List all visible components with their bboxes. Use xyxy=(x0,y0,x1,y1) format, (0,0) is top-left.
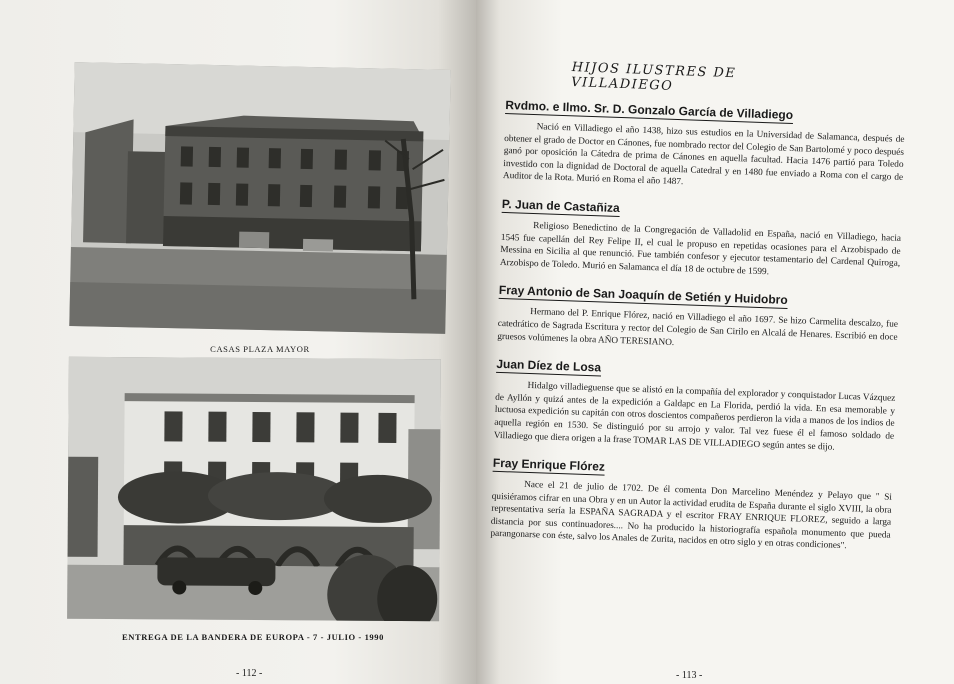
biography-heading: Fray Antonio de San Joaquín de Setién y Huidobro xyxy=(498,283,788,308)
biography-heading: Rvdmo. e Ilmo. Sr. D. Gonzalo García de Villadiego xyxy=(505,97,794,123)
page-number-left: - 112 - xyxy=(236,668,263,679)
caption-europe-flag-ceremony: ENTREGA DE LA BANDERA DE EUROPA - 7 - JULIO - 1990 xyxy=(122,632,384,642)
biography-heading: P. Juan de Castañiza xyxy=(501,196,620,216)
caption-plaza-mayor: CASAS PLAZA MAYOR xyxy=(210,344,310,354)
biographies-section xyxy=(490,88,906,559)
biography-heading: Juan Díez de Losa xyxy=(496,356,602,375)
biography-juan-diez-losa xyxy=(494,347,897,456)
biography-gonzalo-garcia xyxy=(503,88,906,197)
biography-text: Nació en Villadiego el año 1438, hizo sus estudios en la Universidad de Salamanca, después de obtener el grado de Doctor en Cánones, fue nombrado rector del Colegio de San Bartolomé y poco después ganó por oposición la Cátedra de prima de Cánones en aquella facultad. Hacia 1476 partió para Toledo investido con la dignidad de Doctoral de aquella Catedral y en 1480 fue enviado a Roma con el cargo de Auditor de la Rota. Murió en Roma el año 1487. xyxy=(502,122,905,188)
left-page xyxy=(0,0,476,684)
biography-juan-castaniza xyxy=(500,187,903,283)
photo-plaza-mayor-houses xyxy=(69,62,450,334)
biography-text: Nace el 21 de julio de 1702. De él comenta Don Marcelino Menéndez y Pelayo que " Si quisiéramos cifrar en una Obra y en un Autor la actividad erudita de España durante el siglo XVIII, la obra representativa sería la ESPAÑA SAGRADA y el escritor FRAY ENRIQUE FLOREZ, seguido a larga distancia por sus continuadores.... No ha producido la historiografía española monumento que pueda parangonarse con éste, salvo los Anales de Zurita, nacidos en otro siglo y en otras condiciones". xyxy=(490,479,893,552)
photo-europe-flag-ceremony xyxy=(67,357,441,622)
biography-text: Religioso Benedictino de la Congregación de Valladolid en España, nació en Villadiego, hacia 1545 fue capellán del Rey Felipe II, el cual le propuso en repetidas ocasiones para el Arzobispado de Messina en Sicilia al que renunció. Fue también confesor y ejecutor testamentario del Cardenal Quiroga, Arzobispo de Toledo. Murió en Salamanca el día 18 de octubre de 1599. xyxy=(499,221,902,278)
biography-enrique-florez xyxy=(490,446,893,555)
page-number-right: - 113 - xyxy=(676,670,703,681)
biography-heading: Fray Enrique Flórez xyxy=(492,455,606,474)
chapter-title: HIJOS ILUSTRES DE VILLADIEGO xyxy=(570,60,737,94)
biography-antonio-setien xyxy=(497,273,899,357)
biography-text: Hermano del P. Enrique Flórez, nació en Villadiego el año 1697. Se hizo Carmelita descalzo, fue catedrático de Sagrada Escritura y rector del Colegio de San Cirilo en Alcalá de Henares. Escribió en doce gruesos volúmenes la obra AÑO TERESIANO. xyxy=(497,307,899,348)
biography-text: Hidalgo villadieguense que se alistó en la compañía del explorador y conquistador Lucas Vázquez de Ayllón y quizá antes de la expedición a Galdapc en La Florida, perdió la vida. En esa memorable y luctuosa expedición su capitán con otros doscientos compañeros perdieron la vida a manos de los indios de aquella región en 1530. Se distinguió por su arrojo y valor. Tal vez fuese él el famoso soldado de Villadiego que diera origen a la frase TOMAR LAS DE VILLADIEGO según antes se dijo. xyxy=(493,381,896,453)
